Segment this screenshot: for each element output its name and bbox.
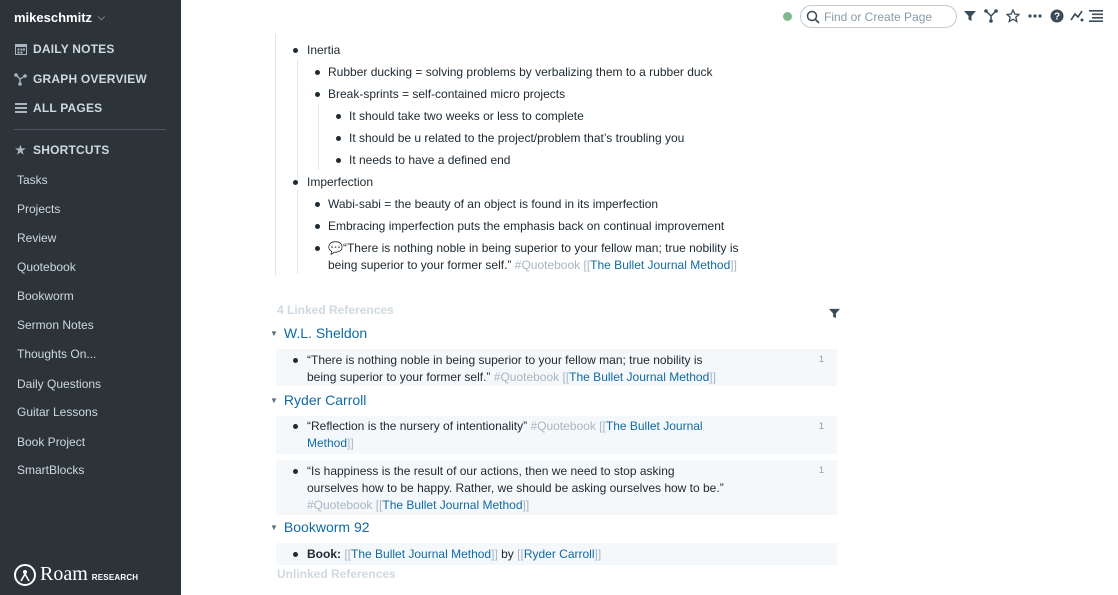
- page-link-continued[interactable]: Method: [307, 436, 348, 450]
- block-defined-end[interactable]: It needs to have a defined end: [349, 153, 511, 167]
- linked-references-label: 4 Linked References: [277, 303, 394, 317]
- quotebook-tag[interactable]: #Quotebook: [530, 419, 596, 433]
- shortcut-item[interactable]: SmartBlocks: [17, 463, 85, 477]
- reference-text[interactable]: [307, 463, 747, 514]
- page-link[interactable]: The Bullet Journal: [605, 419, 703, 433]
- shortcut-item[interactable]: Bookworm: [17, 289, 74, 303]
- reference-line-1: “There is nothing noble in being superior to your fellow man; true nobility is: [307, 353, 703, 367]
- roam-logo: [14, 563, 138, 586]
- filter-icon[interactable]: [829, 306, 840, 324]
- reference-line-2: [307, 369, 747, 386]
- list-icon: [14, 102, 27, 115]
- shortcut-item[interactable]: Sermon Notes: [17, 318, 94, 332]
- help-icon[interactable]: [1049, 8, 1065, 24]
- unlinked-references-label[interactable]: Unlinked References: [277, 567, 396, 581]
- search-input[interactable]: [824, 10, 952, 24]
- reference-page-link[interactable]: Ryder Carroll: [283, 392, 367, 408]
- bracket-close: ]]: [491, 547, 498, 561]
- page-link[interactable]: The Bullet Journal Method: [351, 547, 492, 561]
- reference-count: 1: [819, 421, 825, 431]
- reference-group-title[interactable]: [270, 392, 366, 408]
- star-icon: ★: [15, 143, 26, 157]
- star-icon[interactable]: [1005, 8, 1021, 24]
- block-bullet[interactable]: [293, 180, 298, 185]
- search-box[interactable]: [800, 5, 957, 28]
- graph-switcher[interactable]: [14, 10, 105, 25]
- nav-all-pages[interactable]: [14, 101, 102, 115]
- top-bar: [181, 0, 1118, 34]
- shortcuts-label: SHORTCUTS: [33, 143, 110, 157]
- block-wabi-sabi[interactable]: Wabi-sabi = the beauty of an object is found in its imperfection: [328, 197, 659, 211]
- reference-text[interactable]: [307, 418, 747, 452]
- sync-status-icon: [783, 12, 792, 21]
- block-guide-line: [275, 34, 276, 276]
- by-text: by: [501, 547, 514, 561]
- shortcut-item[interactable]: Tasks: [17, 173, 48, 187]
- reference-count: 1: [819, 465, 825, 475]
- quotebook-tag[interactable]: #Quotebook: [493, 370, 560, 384]
- reference-line-2: ourselves how to be happy. Rather, we should be asking ourselves how to be.”: [307, 481, 724, 495]
- block-bullet[interactable]: [293, 358, 298, 363]
- shortcut-item[interactable]: Quotebook: [17, 260, 76, 274]
- logo-text: Roam: [40, 563, 88, 585]
- quote-line-2: [328, 257, 748, 274]
- reference-text[interactable]: [307, 546, 601, 563]
- nav-daily-notes-label: DAILY NOTES: [33, 42, 115, 56]
- chevron-down-icon: ⌵: [98, 12, 105, 22]
- calendar-icon: [14, 43, 27, 56]
- block-break-sprints[interactable]: Break-sprints = self-contained micro projects: [328, 87, 566, 101]
- sidebar-divider: [14, 129, 166, 130]
- caret-down-icon[interactable]: ▼: [270, 328, 278, 338]
- bracket-open: [[: [599, 419, 606, 433]
- reference-line-1: [307, 418, 747, 435]
- shortcut-item[interactable]: Guitar Lessons: [17, 405, 98, 419]
- bracket-open: [[: [375, 498, 383, 512]
- reference-text-part: “Reflection is the nursery of intentionality”: [307, 419, 528, 433]
- reference-page-link[interactable]: W.L. Sheldon: [283, 325, 368, 341]
- search-icon: [806, 10, 820, 24]
- logo-subtext: RESEARCH: [91, 573, 139, 582]
- reference-text[interactable]: [307, 352, 747, 386]
- caret-down-icon[interactable]: ▼: [270, 522, 278, 532]
- nav-graph-overview[interactable]: [14, 72, 147, 86]
- block-bullet[interactable]: [315, 70, 320, 75]
- roam-logo-icon: [14, 564, 36, 586]
- shortcut-item[interactable]: Review: [17, 231, 57, 245]
- block-bullet[interactable]: [315, 92, 320, 97]
- reference-line-3: [307, 497, 747, 514]
- block-bullet[interactable]: [293, 552, 298, 557]
- block-bullet[interactable]: [336, 136, 341, 141]
- reference-page-link[interactable]: Bookworm 92: [283, 519, 370, 535]
- bracket-close: ]]: [594, 547, 602, 561]
- more-options-icon[interactable]: [1027, 8, 1043, 24]
- block-bullet[interactable]: [293, 469, 298, 474]
- graph-name: mikeschmitz: [14, 10, 93, 25]
- author-link[interactable]: Ryder Carroll: [523, 547, 595, 561]
- quote-line-1: 💬“There is nothing noble in being superior to your fellow man; true nobility is: [328, 241, 739, 255]
- graph-icon: [14, 73, 27, 86]
- block-rubber-ducking[interactable]: Rubber ducking = solving problems by verbalizing them to a rubber duck: [328, 65, 713, 79]
- shortcut-item[interactable]: Thoughts On...: [17, 347, 97, 361]
- filter-icon[interactable]: [962, 8, 978, 24]
- quotebook-tag[interactable]: #Quotebook: [307, 498, 373, 512]
- main-content: [181, 34, 1118, 595]
- block-guide-line: [297, 190, 298, 274]
- bracket-close: ]]: [709, 370, 716, 384]
- left-sidebar: [0, 0, 181, 595]
- page-link[interactable]: The Bullet Journal Method: [590, 258, 731, 272]
- block-guide-line: [318, 104, 319, 170]
- block-bullet[interactable]: [336, 114, 341, 119]
- shortcut-item[interactable]: Book Project: [17, 435, 86, 449]
- right-sidebar-icon[interactable]: [1088, 8, 1104, 24]
- nav-all-pages-label: ALL PAGES: [33, 101, 103, 115]
- block-bullet[interactable]: [315, 246, 320, 251]
- graph-icon[interactable]: [983, 8, 999, 24]
- bracket-close: ]]: [522, 498, 530, 512]
- nav-graph-overview-label: GRAPH OVERVIEW: [33, 72, 147, 86]
- page-link[interactable]: The Bullet Journal Method: [382, 498, 523, 512]
- reference-line-2: [307, 435, 747, 452]
- shortcut-item[interactable]: Projects: [17, 202, 61, 216]
- block-two-weeks[interactable]: It should take two weeks or less to complete: [349, 109, 584, 123]
- svg-text:?: ?: [1053, 11, 1061, 23]
- reference-text-part: being superior to your former self.”: [307, 370, 491, 384]
- book-attribute-label: Book:: [307, 547, 341, 561]
- bracket-open: [[: [562, 370, 570, 384]
- shortcut-item[interactable]: Daily Questions: [17, 377, 102, 391]
- page-link[interactable]: The Bullet Journal Method: [569, 370, 710, 384]
- chart-icon[interactable]: [1069, 8, 1085, 24]
- reference-count: 1: [819, 354, 825, 364]
- block-bullet[interactable]: [293, 48, 298, 53]
- block-imperfection[interactable]: Imperfection: [307, 175, 374, 189]
- bracket-open: [[: [583, 258, 591, 272]
- block-inertia[interactable]: Inertia: [307, 43, 341, 57]
- block-guide-line: [297, 60, 298, 184]
- nav-daily-notes[interactable]: [14, 42, 115, 56]
- reference-group-title[interactable]: [270, 325, 367, 341]
- block-bullet[interactable]: [315, 202, 320, 207]
- block-quote[interactable]: [328, 240, 748, 274]
- block-related[interactable]: It should be u related to the project/problem that’s troubling you: [349, 131, 685, 145]
- bracket-open: [[: [517, 547, 524, 561]
- block-embracing[interactable]: Embracing imperfection puts the emphasis back on continual improvement: [328, 219, 725, 233]
- bracket-close: ]]: [347, 436, 354, 450]
- block-bullet[interactable]: [336, 158, 341, 163]
- reference-group-title[interactable]: [270, 519, 370, 535]
- block-bullet[interactable]: [315, 224, 320, 229]
- caret-down-icon[interactable]: ▼: [270, 395, 278, 405]
- shortcuts-header: [14, 143, 109, 157]
- bracket-close: ]]: [730, 258, 737, 272]
- quote-text: being superior to your former self.”: [328, 258, 512, 272]
- block-bullet[interactable]: [293, 424, 298, 429]
- reference-line-1: “Is happiness is the result of our actions, then we need to stop asking: [307, 464, 675, 478]
- quotebook-tag[interactable]: #Quotebook: [514, 258, 581, 272]
- bracket-open: [[: [344, 547, 352, 561]
